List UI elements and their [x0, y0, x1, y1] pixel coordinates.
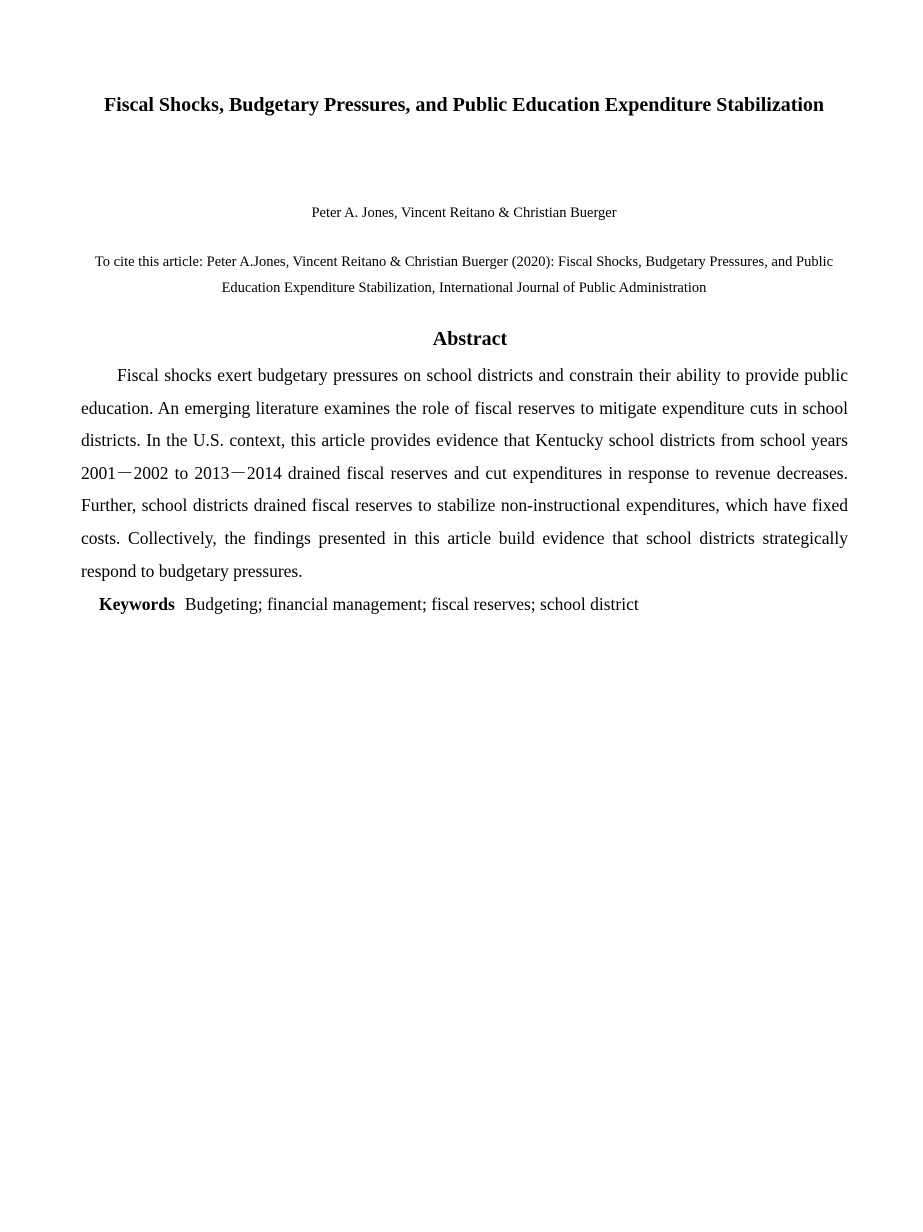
- keywords-label: Keywords: [99, 594, 175, 614]
- citation-note: To cite this article: Peter A.Jones, Vincent Reitano & Christian Buerger (2020): Fiscal Shocks, Budgetary Pressures, and Public Education Expenditure Stabilization, International Journal of Public Administration: [94, 254, 834, 296]
- keywords-text: Budgeting; financial management; fiscal reserves; school district: [184, 594, 639, 614]
- paper-title: Fiscal Shocks, Budgetary Pressures, and Public Education Expenditure Stabilization: [103, 94, 825, 116]
- abstract-heading: Abstract: [432, 328, 508, 350]
- abstract-text: Fiscal shocks exert budgetary pressures on school districts and constrain their ability to provide public education. An emerging literature examines the role of fiscal reserves to mitigate expenditure cuts in school districts. In the U.S. context, this article provides evidence that Kentucky school districts from school years 2001－2002 to 2013－2014 drained fiscal reserves and cut expenditures in response to revenue decreases. Further, school districts drained fiscal reserves to stabilize non-instructional expenditures, which have fixed costs. Collectively, the findings presented in this article build evidence that school districts strategically respond to budgetary pressures.: [81, 365, 848, 581]
- keywords-line: [99, 590, 859, 618]
- author-list: Peter A. Jones, Vincent Reitano & Christian Buerger: [311, 205, 617, 221]
